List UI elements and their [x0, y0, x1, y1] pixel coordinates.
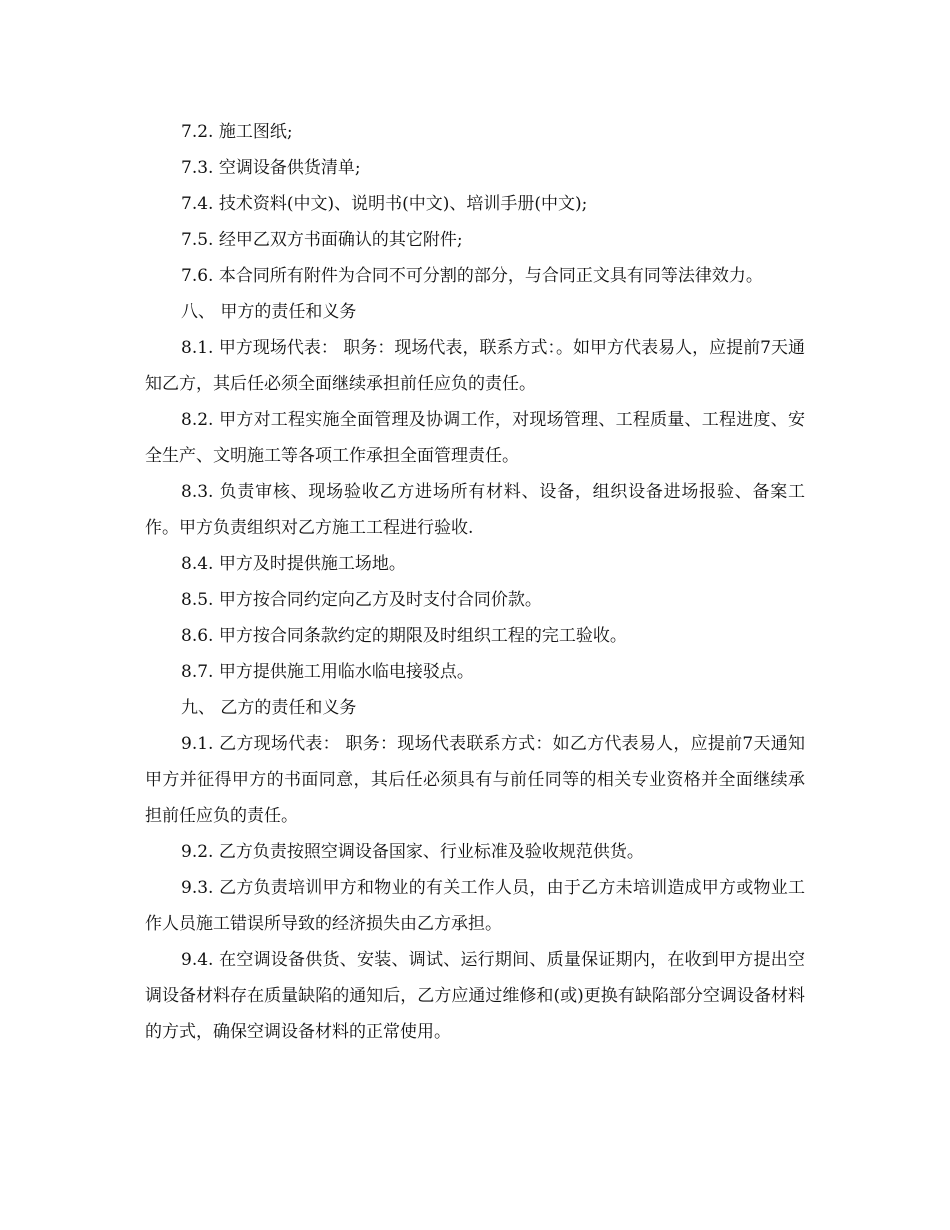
clause-9-1: 9.1. 乙方现场代表： 职务：现场代表联系方式：如乙方代表易人，应提前7天通知甲方并征得甲方的书面同意，其后任必须具有与前任同等的相关专业资格并全面继续承担前任应负的责任。	[145, 734, 805, 826]
clause-8-7: 8.7. 甲方提供施工用临水临电接驳点。	[181, 662, 474, 682]
clause-8-2: 8.2. 甲方对工程实施全面管理及协调工作，对现场管理、工程质量、工程进度、安全生产、文明施工等各项工作承担全面管理责任。	[145, 410, 805, 466]
clause-7-2: 7.2. 施工图纸;	[181, 122, 293, 142]
clause-7-4: 7.4. 技术资料(中文)、说明书(中文)、培训手册(中文);	[181, 194, 588, 214]
clause-7-3: 7.3. 空调设备供货清单;	[181, 158, 361, 178]
clause-8-5: 8.5. 甲方按合同约定向乙方及时支付合同价款。	[181, 590, 542, 610]
clause-9-4: 9.4. 在空调设备供货、安装、调试、运行期间、质量保证期内，在收到甲方提出空调设备材料存在质量缺陷的通知后，乙方应通过维修和(或)更换有缺陷部分空调设备材料的方式，确保空调设备材料的正常使用。	[145, 950, 805, 1042]
document-body	[145, 114, 805, 1050]
clause-9-3: 9.3. 乙方负责培训甲方和物业的有关工作人员，由于乙方未培训造成甲方或物业工作人员施工错误所导致的经济损失由乙方承担。	[145, 878, 805, 934]
clause-8-1: 8.1. 甲方现场代表： 职务：现场代表，联系方式：。如甲方代表易人，应提前7天通知乙方，其后任必须全面继续承担前任应负的责任。	[145, 338, 805, 394]
clause-7-6: 7.6. 本合同所有附件为合同不可分割的部分，与合同正文具有同等法律效力。	[181, 266, 763, 286]
section-heading-8: 八、 甲方的责任和义务	[181, 302, 357, 322]
clause-7-5: 7.5. 经甲乙双方书面确认的其它附件;	[181, 230, 463, 250]
clause-8-4: 8.4. 甲方及时提供施工场地。	[181, 554, 406, 574]
clause-8-6: 8.6. 甲方按合同条款约定的期限及时组织工程的完工验收。	[181, 626, 627, 646]
section-heading-9: 九、 乙方的责任和义务	[181, 698, 357, 718]
clause-9-2: 9.2. 乙方负责按照空调设备国家、行业标准及验收规范供货。	[181, 842, 644, 862]
clause-8-3: 8.3. 负责审核、现场验收乙方进场所有材料、设备，组织设备进场报验、备案工作。甲方负责组织对乙方施工工程进行验收.	[145, 482, 805, 538]
